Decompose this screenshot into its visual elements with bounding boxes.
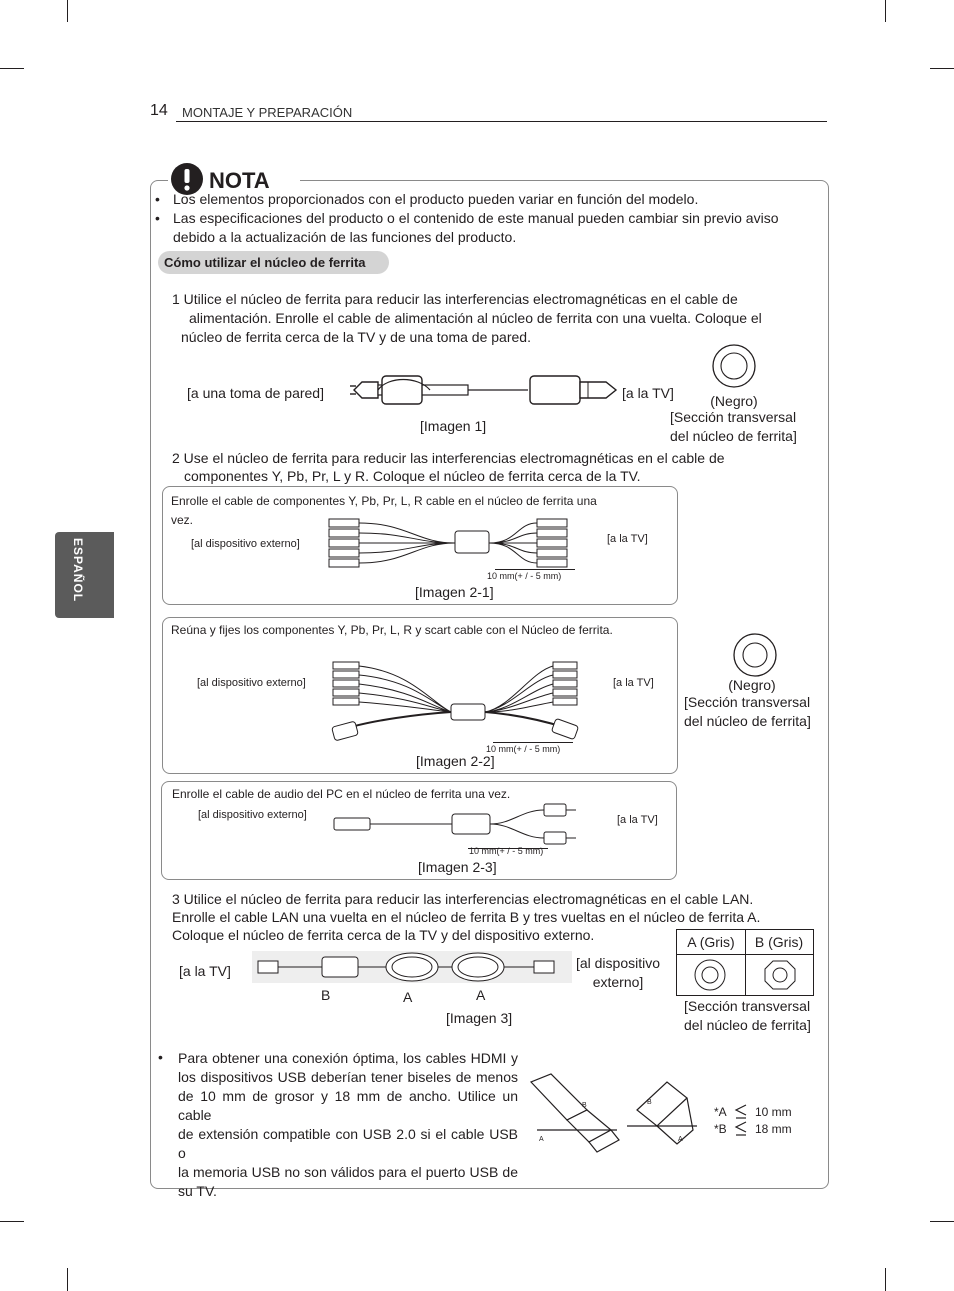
table-header-b: B (Gris) — [754, 934, 804, 950]
cross-section-color: (Negro) — [710, 393, 758, 409]
table-header-a: A (Gris) — [687, 934, 735, 950]
ferrite-cross-section-icon — [733, 633, 777, 677]
ferrite-a-cross-section-icon — [693, 959, 727, 991]
note-title: NOTA — [209, 168, 270, 193]
hdmi-note-line: de 10 mm de grosor y 18 mm de ancho. Utilice un cable — [178, 1088, 518, 1123]
audio-cable-diagram — [332, 804, 588, 848]
page-number: 14 — [150, 102, 168, 119]
box2-dim: 10 mm(+ / - 5 mm) — [486, 744, 561, 754]
language-tab-label: ESPAÑOL — [71, 538, 85, 603]
cross-section-label: [Sección transversal — [684, 694, 811, 710]
crop-mark — [0, 1221, 24, 1222]
box1-label-ext: [al dispositivo externo] — [191, 538, 300, 550]
box3-dim: 10 mm(+ / - 5 mm) — [469, 846, 544, 856]
step2-line1: 2 Use el núcleo de ferrita para reducir las interferencias electromagnéticas en el cable de — [172, 450, 725, 466]
ferrite-heading-pill — [158, 251, 389, 274]
step1-line3: núcleo de ferrita cerca de la TV y de una toma de pared. — [181, 329, 531, 345]
core-label-a: A — [476, 987, 486, 1003]
hdmi-note-line: los dispositivos USB deberían tener biseles de menos — [178, 1069, 518, 1085]
cross-section-label: [Sección transversal — [670, 409, 797, 425]
step3-label-ext: [al dispositivo — [575, 955, 661, 971]
image1-caption: [Imagen 1] — [420, 418, 487, 434]
hdmi-usb-dimension-diagram — [527, 1070, 707, 1160]
ferrite-type-table — [676, 929, 814, 996]
crop-mark — [67, 1268, 68, 1291]
hdmi-note-line: Para obtener una conexión óptima, los cables HDMI y — [178, 1050, 518, 1066]
image2-2-caption: [Imagen 2-2] — [416, 753, 495, 769]
image3-caption: [Imagen 3] — [446, 1010, 513, 1026]
step3-line1: 3 Utilice el núcleo de ferrita para reducir las interferencias electromagnéticas en el cable LAN. — [172, 891, 754, 907]
bullet-dot: • — [155, 210, 160, 226]
box2-label-ext: [al dispositivo externo] — [197, 677, 306, 689]
step2-line2: componentes Y, Pb, Pr, L y R. Coloque el núcleo de ferrita cerca de la TV. — [184, 468, 641, 484]
image2-3-caption: [Imagen 2-3] — [418, 859, 497, 875]
table-divider — [677, 954, 813, 955]
step3-line2: Enrolle el cable LAN una vuelta en el núcleo de ferrita B y tres vueltas en el núcleo de ferrita A. — [172, 909, 761, 925]
lan-cable-diagram — [252, 947, 572, 987]
cross-section-label: del núcleo de ferrita] — [684, 713, 811, 729]
note-bullet-2: Las especificaciones del producto o el contenido de este manual pueden cambiar sin previo aviso — [173, 210, 779, 226]
note-bullet-2-cont: debido a la actualización de las funciones del producto. — [173, 229, 517, 245]
hdmi-note-line: su TV. — [178, 1183, 217, 1199]
cross-section-color: (Negro) — [728, 677, 776, 693]
box3-label-tv: [a la TV] — [617, 814, 658, 826]
dim-line — [493, 742, 573, 743]
scart-cable-diagram — [331, 662, 581, 746]
image2-1-caption: [Imagen 2-1] — [415, 584, 494, 600]
step3-label-ext: externo] — [592, 974, 644, 990]
ferrite-b-cross-section-icon — [763, 959, 797, 991]
diagram-label-b: B — [647, 1099, 652, 1106]
figure-box-2-2 — [162, 617, 678, 774]
box2-label-tv: [a la TV] — [613, 677, 654, 689]
box1-dim: 10 mm(+ / - 5 mm) — [487, 571, 562, 581]
ferrite-cross-section-icon — [712, 344, 756, 388]
crop-mark — [67, 0, 68, 22]
crop-mark — [885, 0, 886, 22]
dim-value-b: 18 mm — [755, 1122, 792, 1136]
bullet-dot: • — [158, 1049, 163, 1065]
figure-box-2-1 — [162, 486, 678, 605]
core-label-a: A — [403, 989, 413, 1005]
header-rule — [176, 121, 827, 122]
dim-value-a: 10 mm — [755, 1105, 792, 1119]
crop-mark — [930, 68, 954, 69]
component-cable-diagram — [327, 515, 587, 575]
box3-label-ext: [al dispositivo externo] — [198, 809, 307, 821]
label-tv: [a la TV] — [622, 385, 674, 401]
power-cable-diagram — [348, 370, 620, 410]
diagram-label-a: A — [539, 1136, 544, 1143]
cross-section-label: del núcleo de ferrita] — [670, 428, 797, 444]
crop-mark — [930, 1221, 954, 1222]
core-label-b: B — [321, 987, 331, 1003]
hdmi-note-line: de extensión compatible con USB 2.0 si el cable USB o — [178, 1126, 518, 1161]
hdmi-note-line: la memoria USB no son válidos para el puerto USB de — [178, 1164, 518, 1180]
box2-text: Reúna y fijes los componentes Y, Pb, Pr, L, R y scart cable con el Núcleo de ferrita. — [171, 623, 613, 637]
section-title: MONTAJE Y PREPARACIÓN — [182, 105, 353, 120]
cross-section-label: [Sección transversal — [684, 998, 811, 1014]
dim-key-b: *B — [714, 1122, 727, 1136]
dim-line — [495, 569, 575, 570]
cross-section-label: del núcleo de ferrita] — [684, 1017, 811, 1033]
less-equal-icon — [734, 1103, 748, 1137]
diagram-label-b: B — [582, 1102, 587, 1109]
step1-line1: 1 Utilice el núcleo de ferrita para reducir las interferencias electromagnéticas en el cable de — [172, 291, 738, 307]
dim-key-a: *A — [714, 1105, 727, 1119]
ferrite-heading: Cómo utilizar el núcleo de ferrita — [164, 255, 366, 270]
hdmi-note-paragraph — [178, 1049, 518, 1201]
diagram-label-a: A — [678, 1136, 683, 1143]
note-bullet-1: Los elementos proporcionados con el producto pueden variar en función del modelo. — [173, 191, 699, 207]
crop-mark — [0, 68, 24, 69]
box1-label-tv: [a la TV] — [607, 533, 648, 545]
language-tab — [55, 532, 114, 618]
crop-mark — [885, 1268, 886, 1291]
label-wall: [a una toma de pared] — [187, 385, 324, 401]
box3-text: Enrolle el cable de audio del PC en el núcleo de ferrita una vez. — [172, 787, 511, 801]
step3-label-tv: [a la TV] — [179, 963, 231, 979]
step1-line2: alimentación. Enrolle el cable de alimentación al núcleo de ferrita con una vuelta. Coloque el — [189, 310, 762, 326]
step3-line3: Coloque el núcleo de ferrita cerca de la TV y del dispositivo externo. — [172, 927, 595, 943]
figure-box-2-3 — [161, 781, 677, 880]
bullet-dot: • — [155, 191, 160, 207]
box1-text: Enrolle el cable de componentes Y, Pb, Pr, L, R cable en el núcleo de ferrita una — [171, 494, 597, 508]
box1-text: vez. — [171, 513, 194, 527]
